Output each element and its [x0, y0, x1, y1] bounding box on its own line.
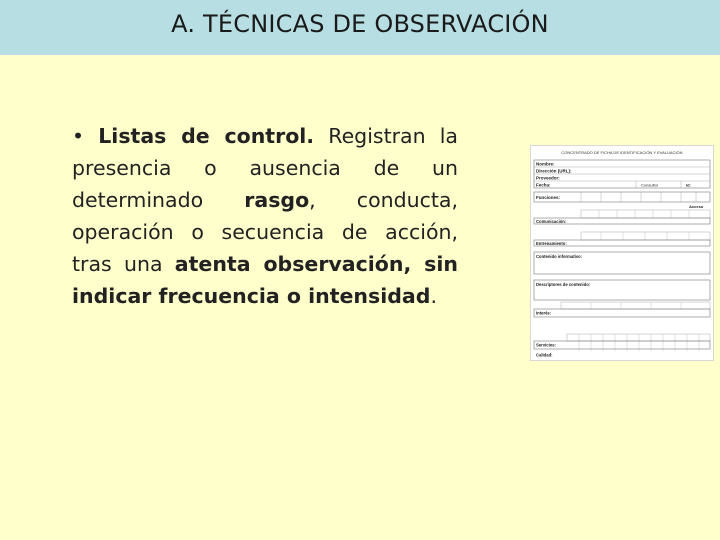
observation-bold: atenta observación, sin indicar frecuencia o intensidad: [72, 252, 458, 308]
form-field-3: Proveedor:: [536, 175, 560, 181]
rasgo-bold: rasgo: [244, 188, 310, 212]
checklist-form-image: [530, 145, 714, 361]
text-part-2: , conducta, operación o secuencia de acción, tras una: [72, 188, 458, 276]
body-paragraph: [72, 120, 458, 312]
form-label-7: Servicios:: [536, 342, 557, 348]
text-end: .: [430, 284, 437, 308]
form-label-8: Calidad:: [536, 352, 553, 358]
slide-title: A. TÉCNICAS DE OBSERVACIÓN: [171, 10, 549, 38]
form-label-5: Descriptores de contenido:: [536, 282, 591, 287]
form-field-4: Fecha:: [536, 182, 551, 188]
bullet: •: [72, 124, 85, 148]
title-bar: [0, 0, 720, 55]
form-extra-id: Id:: [686, 182, 691, 188]
form-label-2: Comunicación:: [536, 218, 567, 224]
text-part-1: Registran la presencia o ausencia de un determinado: [72, 124, 458, 212]
form-label-1: Funciones:: [536, 195, 561, 200]
form-title: CONCENTRADO DE FICHA DE IDENTIFICACIÓN Y EVALUACIÓN: [561, 150, 683, 155]
form-field-1: Nombre:: [536, 161, 555, 167]
form-label-4: Contenido informativo:: [536, 254, 583, 259]
term-bold: Listas de control.: [98, 124, 315, 148]
form-extra-acceso: Acceso: [689, 204, 704, 209]
form-label-3: Entrenamiento:: [536, 240, 567, 246]
form-label-6: Interés:: [536, 310, 552, 316]
form-field-2: Dirección (URL):: [536, 168, 572, 174]
form-extra-consultor: Consultor: [641, 182, 659, 188]
